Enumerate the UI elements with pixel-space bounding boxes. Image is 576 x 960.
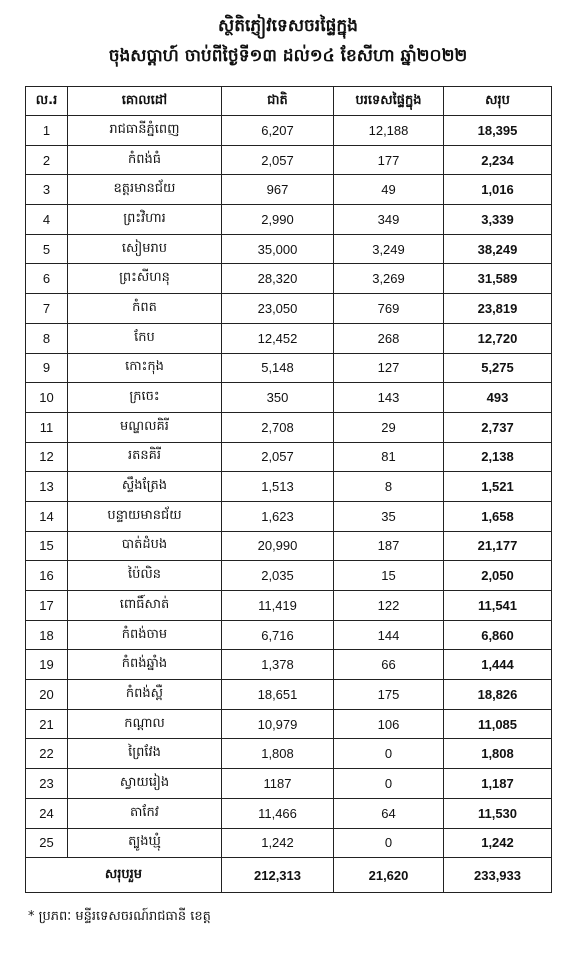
row-national: 23,050 (222, 294, 334, 324)
row-destination: ព្រៃវែង (68, 739, 222, 769)
row-total: 18,395 (444, 116, 552, 146)
row-no: 5 (26, 234, 68, 264)
row-foreign: 187 (334, 531, 444, 561)
table-row (26, 561, 552, 591)
table-row (26, 798, 552, 828)
row-destination: កណ្តាល (68, 709, 222, 739)
row-national: 18,651 (222, 680, 334, 710)
table-row (26, 234, 552, 264)
source-footnote (28, 908, 211, 927)
header-total: សរុប (444, 87, 552, 116)
row-destination: ស្វាយរៀង (68, 769, 222, 799)
row-no: 24 (26, 798, 68, 828)
row-national: 11,419 (222, 591, 334, 621)
table-row (26, 709, 552, 739)
row-total: 12,720 (444, 323, 552, 353)
report-title: ស្ថិតិភ្ញៀវទេសចរផ្ទៃក្នុង (218, 16, 358, 36)
summary-label: សរុបរួម (26, 858, 222, 893)
row-national: 967 (222, 175, 334, 205)
row-total: 2,234 (444, 145, 552, 175)
row-national: 28,320 (222, 264, 334, 294)
row-foreign: 0 (334, 828, 444, 858)
row-total: 3,339 (444, 205, 552, 235)
summary-foreign: 21,620 (334, 858, 444, 893)
row-no: 19 (26, 650, 68, 680)
row-total: 1,187 (444, 769, 552, 799)
row-total: 493 (444, 383, 552, 413)
row-total: 21,177 (444, 531, 552, 561)
table-row (26, 383, 552, 413)
row-no: 21 (26, 709, 68, 739)
row-foreign: 268 (334, 323, 444, 353)
row-national: 2,708 (222, 412, 334, 442)
row-total: 18,826 (444, 680, 552, 710)
row-no: 1 (26, 116, 68, 146)
row-national: 11,466 (222, 798, 334, 828)
row-national: 1,242 (222, 828, 334, 858)
row-national: 1,513 (222, 472, 334, 502)
row-foreign: 106 (334, 709, 444, 739)
table-row (26, 591, 552, 621)
table-row (26, 205, 552, 235)
row-destination: ពោធិ៍សាត់ (68, 591, 222, 621)
row-destination: ព្រះវិហារ (68, 205, 222, 235)
row-foreign: 49 (334, 175, 444, 205)
table-row (26, 353, 552, 383)
row-national: 2,990 (222, 205, 334, 235)
table-row (26, 442, 552, 472)
table-row (26, 323, 552, 353)
row-destination: ត្បូងឃ្មុំ (68, 828, 222, 858)
row-no: 11 (26, 412, 68, 442)
row-destination: កំពង់ធំ (68, 145, 222, 175)
row-destination: ស្ទឹងត្រែង (68, 472, 222, 502)
row-no: 6 (26, 264, 68, 294)
row-foreign: 127 (334, 353, 444, 383)
table-row (26, 294, 552, 324)
row-no: 15 (26, 531, 68, 561)
row-no: 17 (26, 591, 68, 621)
row-destination: រតនគិរី (68, 442, 222, 472)
table-row (26, 769, 552, 799)
row-no: 7 (26, 294, 68, 324)
row-national: 35,000 (222, 234, 334, 264)
table-row (26, 145, 552, 175)
row-total: 1,016 (444, 175, 552, 205)
row-foreign: 64 (334, 798, 444, 828)
row-no: 25 (26, 828, 68, 858)
row-destination: តាកែវ (68, 798, 222, 828)
header-destination: គោលដៅ (68, 87, 222, 116)
row-total: 2,737 (444, 412, 552, 442)
row-no: 12 (26, 442, 68, 472)
row-destination: ឧត្តរមានជ័យ (68, 175, 222, 205)
row-foreign: 66 (334, 650, 444, 680)
row-foreign: 0 (334, 769, 444, 799)
row-destination: បាត់ដំបង (68, 531, 222, 561)
header-national: ជាតិ (222, 87, 334, 116)
table-row (26, 739, 552, 769)
row-destination: មណ្ឌលគិរី (68, 412, 222, 442)
row-no: 13 (26, 472, 68, 502)
row-total: 11,085 (444, 709, 552, 739)
row-destination: ប៉ៃលិន (68, 561, 222, 591)
row-total: 23,819 (444, 294, 552, 324)
table-body (26, 116, 552, 893)
footnote-text: ប្រភពៈ មន្ទីរទេសចរណ៍រាជធានី ខេត្ត (38, 909, 211, 924)
row-national: 2,035 (222, 561, 334, 591)
row-destination: កំពង់ស្ពឺ (68, 680, 222, 710)
table-row (26, 116, 552, 146)
report-subtitle: ចុងសប្តាហ៍ ចាប់ពីថ្ងៃទី១៣ ដល់១៤ ខែសីហា ឆ្នាំ២០២២ (108, 46, 468, 66)
row-destination: កោះកុង (68, 353, 222, 383)
tourist-stats-table (25, 86, 552, 893)
row-foreign: 349 (334, 205, 444, 235)
row-destination: កំពង់ចាម (68, 620, 222, 650)
row-national: 20,990 (222, 531, 334, 561)
row-total: 1,444 (444, 650, 552, 680)
row-foreign: 8 (334, 472, 444, 502)
row-foreign: 0 (334, 739, 444, 769)
row-national: 6,207 (222, 116, 334, 146)
header-no: ល.រ (26, 87, 68, 116)
row-destination: ក្រចេះ (68, 383, 222, 413)
row-foreign: 175 (334, 680, 444, 710)
row-total: 1,808 (444, 739, 552, 769)
summary-national: 212,313 (222, 858, 334, 893)
table-row (26, 680, 552, 710)
row-national: 6,716 (222, 620, 334, 650)
footnote-marker: * (28, 909, 35, 924)
row-total: 11,541 (444, 591, 552, 621)
row-destination: រាជធានីភ្នំពេញ (68, 116, 222, 146)
row-national: 10,979 (222, 709, 334, 739)
row-total: 38,249 (444, 234, 552, 264)
row-foreign: 3,249 (334, 234, 444, 264)
row-foreign: 81 (334, 442, 444, 472)
table-row (26, 650, 552, 680)
table-row (26, 175, 552, 205)
row-national: 350 (222, 383, 334, 413)
row-foreign: 769 (334, 294, 444, 324)
row-national: 2,057 (222, 145, 334, 175)
row-no: 14 (26, 501, 68, 531)
row-no: 3 (26, 175, 68, 205)
row-total: 5,275 (444, 353, 552, 383)
row-national: 1,378 (222, 650, 334, 680)
row-no: 2 (26, 145, 68, 175)
row-foreign: 122 (334, 591, 444, 621)
row-total: 1,521 (444, 472, 552, 502)
row-destination: សៀមរាប (68, 234, 222, 264)
row-foreign: 12,188 (334, 116, 444, 146)
row-national: 5,148 (222, 353, 334, 383)
row-national: 1,623 (222, 501, 334, 531)
table-row (26, 472, 552, 502)
row-total: 1,658 (444, 501, 552, 531)
row-no: 4 (26, 205, 68, 235)
row-destination: កែប (68, 323, 222, 353)
row-destination: បន្ទាយមានជ័យ (68, 501, 222, 531)
summary-total: 233,933 (444, 858, 552, 893)
row-no: 18 (26, 620, 68, 650)
table-row (26, 531, 552, 561)
row-foreign: 35 (334, 501, 444, 531)
header-foreign: បរទេសផ្ទៃក្នុង (334, 87, 444, 116)
table-row (26, 412, 552, 442)
row-national: 12,452 (222, 323, 334, 353)
summary-row (26, 858, 552, 893)
row-national: 2,057 (222, 442, 334, 472)
row-destination: ព្រះសីហនុ (68, 264, 222, 294)
row-total: 1,242 (444, 828, 552, 858)
row-total: 31,589 (444, 264, 552, 294)
row-foreign: 144 (334, 620, 444, 650)
row-no: 10 (26, 383, 68, 413)
row-foreign: 143 (334, 383, 444, 413)
row-foreign: 29 (334, 412, 444, 442)
row-no: 9 (26, 353, 68, 383)
row-destination: កំពត (68, 294, 222, 324)
table-row (26, 620, 552, 650)
row-national: 1187 (222, 769, 334, 799)
row-destination: កំពង់ឆ្នាំង (68, 650, 222, 680)
row-total: 2,050 (444, 561, 552, 591)
row-total: 6,860 (444, 620, 552, 650)
row-foreign: 177 (334, 145, 444, 175)
row-no: 16 (26, 561, 68, 591)
row-no: 23 (26, 769, 68, 799)
row-foreign: 3,269 (334, 264, 444, 294)
table-row (26, 264, 552, 294)
row-total: 11,530 (444, 798, 552, 828)
row-no: 22 (26, 739, 68, 769)
header-row (26, 87, 552, 116)
table-row (26, 828, 552, 858)
table-row (26, 501, 552, 531)
row-foreign: 15 (334, 561, 444, 591)
row-total: 2,138 (444, 442, 552, 472)
row-no: 20 (26, 680, 68, 710)
row-national: 1,808 (222, 739, 334, 769)
row-no: 8 (26, 323, 68, 353)
